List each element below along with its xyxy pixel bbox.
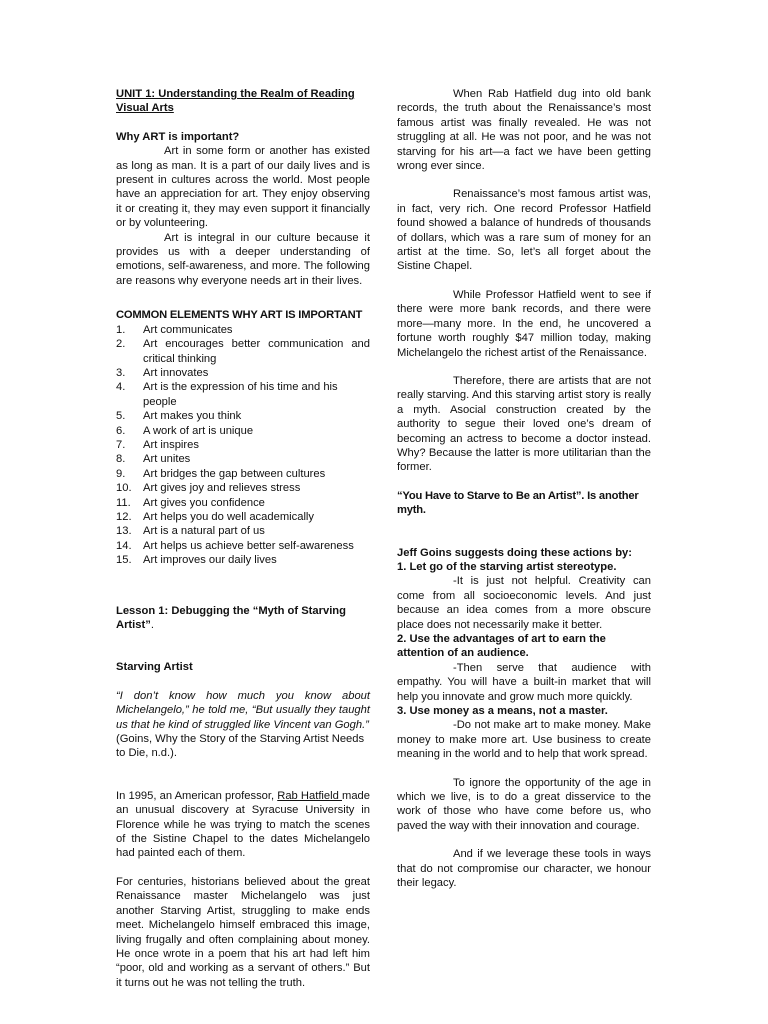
- list-item: 6. A work of art is unique: [116, 424, 254, 437]
- list-item: 2. Art encourages better communication and critical thinking: [116, 338, 370, 365]
- intro-paragraph: Art in some form or another has existed as long as man. It is a part of our daily lives and is present in cultures across the world. Most people have an appreciation for art. They enjoy observing it or creating it, they may even support it financially or by volunteering.: [116, 145, 370, 230]
- common-elements-heading: COMMON ELEMENTS WHY ART IS IMPORTANT: [116, 309, 363, 322]
- list-item: 11. Art gives you confidence: [116, 496, 265, 509]
- list-item: 10. Art gives joy and relieves stress: [116, 482, 301, 495]
- list-item: 3. Art innovates: [116, 366, 209, 379]
- very-rich-paragraph: Renaissance’s most famous artist was, in fact, very rich. One record Professor Hatfield found showed a balance of hundreds of thousands of dollars, which was a rare sum of money for an artist at the time. So, let’s all forget about the Sistine Chapel.: [397, 188, 651, 273]
- action-1-text: -It is just not helpful. Creativity can come from all socioeconomic levels. And just because an idea comes from a more obscure place does not necessarily make it better.: [397, 575, 651, 631]
- quote-citation: (Goins, Why the Story of the Starving Artist Needs to Die, n.d.).: [116, 733, 365, 760]
- common-elements-list: [116, 323, 370, 568]
- action-2-text: -Then serve that audience with empathy. You will have a built-in market that will help you innovate and grow much more quickly.: [397, 661, 651, 703]
- integral-paragraph: Art is integral in our culture because it provides us with a deeper understanding of emotions, self-awareness, and more. The following are reasons why everyone needs art in their lives.: [116, 231, 370, 287]
- list-item: 1. Art communicates: [116, 323, 233, 336]
- michelangelo-quote: “I don’t know how much you know about Michelangelo,” he told me, “But usually they taught us that he kind of struggled like Vincent van Gogh.”: [116, 689, 370, 731]
- lesson-title: Lesson 1: Debugging the “Myth of Starving Artist”.: [116, 604, 346, 631]
- goins-heading: Jeff Goins suggests doing these actions by:: [397, 546, 632, 559]
- right-column: [397, 87, 651, 891]
- list-item: 14. Art helps us achieve better self-awareness: [116, 539, 354, 552]
- list-item: 4. Art is the expression of his time and his people: [116, 381, 338, 408]
- why-art-heading: Why ART is important?: [116, 130, 240, 143]
- action-3-text: -Do not make art to make money. Make money to make more art. Use business to create meaning in the world and to help that work spread.: [397, 719, 651, 761]
- another-myth-heading: “You Have to Starve to Be an Artist”. Is another myth.: [397, 489, 639, 517]
- hatfield-paragraph: In 1995, an American professor, Rab Hatfield made an unusual discovery at Syracuse University in Florence while he was trying to match the scenes of the Sistine Chapel to the dates Michelangelo had painted each of them.: [116, 789, 370, 860]
- myth-paragraph: Therefore, there are artists that are not really starving. And this starving artist story is really a myth. Asocial construction created by the authority to segue their loved one’s dream of becoming an actress to become a doctor instead. Why? Because the latter is more utilitarian than the former.: [397, 374, 651, 474]
- list-item: 7. Art inspires: [116, 438, 199, 451]
- fortune-paragraph: While Professor Hatfield went to see if there were more bank records, and there were more—many more. In the end, he uncovered a fortune worth roughly $47 million today, making Michelangelo the richest artist of the Renaissance.: [397, 288, 651, 359]
- opportunity-paragraph: To ignore the opportunity of the age in which we live, is to do a great disservice to the work of those who have come before us, who paved the way with their innovation and courage.: [397, 776, 651, 832]
- unit-title: UNIT 1: Understanding the Realm of Reading Visual Arts: [116, 88, 355, 115]
- left-column: [116, 87, 370, 990]
- list-item: 8. Art unites: [116, 453, 191, 466]
- action-2-heading: 2. Use the advantages of art to earn the attention of an audience.: [397, 633, 606, 660]
- list-item: 5. Art makes you think: [116, 410, 242, 423]
- bank-records-paragraph: When Rab Hatfield dug into old bank records, the truth about the Renaissance’s most famous artist was finally revealed. He was not struggling at all. He was not poor, and he was not starving for his art—a fact we have been getting wrong ever since.: [397, 88, 651, 173]
- action-1-heading: 1. Let go of the starving artist stereotype.: [397, 560, 617, 573]
- list-item: 15. Art improves our daily lives: [116, 554, 277, 567]
- legacy-paragraph: And if we leverage these tools in ways that do not compromise our character, we honour their legacy.: [397, 848, 651, 890]
- list-item: 9. Art bridges the gap between cultures: [116, 467, 326, 480]
- action-3-heading: 3. Use money as a means, not a master.: [397, 705, 608, 718]
- starving-artist-heading: Starving Artist: [116, 661, 193, 674]
- list-item: 12. Art helps you do well academically: [116, 510, 315, 523]
- centuries-paragraph: For centuries, historians believed about the great Renaissance master Michelangelo was just another Starving Artist, struggling to make ends meet. Michelangelo himself embraced this image, living frugally and often complaining about money. He once wrote in a poem that his art had left him “poor, old and working as a servant of others.” But it turns out he was not telling the truth.: [116, 875, 370, 989]
- list-item: 13. Art is a natural part of us: [116, 525, 265, 538]
